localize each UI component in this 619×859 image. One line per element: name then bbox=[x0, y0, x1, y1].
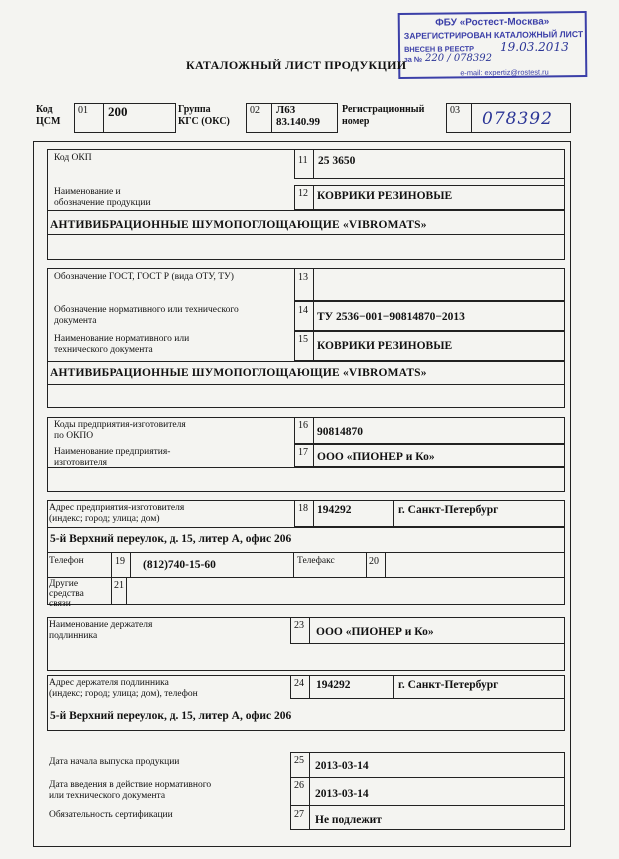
stamp-date-handwritten: 19.03.2013 bbox=[500, 40, 569, 54]
field-02-number: 02 bbox=[250, 105, 260, 116]
field-18-cont-top bbox=[47, 527, 565, 528]
field-01-number: 01 bbox=[78, 105, 88, 116]
reg-number-label: Регистрационный номер bbox=[342, 104, 425, 127]
holder-label: Наименование держателя подлинника bbox=[49, 620, 153, 641]
section-product-divider bbox=[47, 234, 565, 235]
stamp-entered: ВНЕСЕН В РЕЕСТР bbox=[403, 44, 475, 54]
field-11-number: 11 bbox=[298, 155, 308, 166]
phone-label: Телефон bbox=[49, 556, 84, 566]
field-15-cont-bottom bbox=[47, 384, 565, 385]
field-14-value: ТУ 2536−001−90814870−2013 bbox=[317, 311, 465, 323]
field-17-number: 17 bbox=[298, 447, 308, 458]
field-23-value: ООО «ПИОНЕР и Ко» bbox=[316, 626, 434, 638]
field-24-number: 24 bbox=[294, 678, 304, 689]
field-16-number: 16 bbox=[298, 420, 308, 431]
field-12-value: КОВРИКИ РЕЗИНОВЫЕ bbox=[317, 190, 453, 202]
field-14-number: 14 bbox=[298, 305, 308, 316]
start-date-label: Дата начала выпуска продукции bbox=[49, 757, 180, 767]
field-25-number: 25 bbox=[294, 755, 304, 766]
field-26-number: 26 bbox=[294, 780, 304, 791]
field-18-index: 194292 bbox=[317, 504, 352, 516]
stamp-email: e-mail: expertiz@rostest.ru bbox=[460, 67, 549, 78]
field-24-index: 194292 bbox=[316, 679, 351, 691]
stamp-org: ФБУ «Ростест-Москва» bbox=[435, 16, 550, 29]
field-15-cont-top bbox=[47, 361, 565, 362]
field-12-number: 12 bbox=[298, 188, 308, 199]
field-03-value-handwritten: 078392 bbox=[482, 109, 553, 129]
field-02-value: Л63 83.140.99 bbox=[276, 104, 320, 128]
field-19-number: 19 bbox=[115, 556, 125, 567]
field-11-value: 25 3650 bbox=[318, 155, 356, 167]
field-13-box bbox=[294, 268, 565, 301]
field-24-continuation: 5-й Верхний переулок, д. 15, литер А, офис 206 bbox=[50, 710, 292, 722]
stamp-reg-no-handwritten: 220 / 078392 bbox=[425, 53, 492, 64]
field-27-value: Не подлежит bbox=[315, 814, 382, 826]
field-24-split bbox=[393, 675, 394, 699]
field-01-value: 200 bbox=[108, 104, 128, 119]
holder-address-label: Адрес держателя подлинника (индекс; город; улица; дом), телефон bbox=[49, 678, 198, 699]
page-title: КАТАЛОЖНЫЙ ЛИСТ ПРОДУКЦИИ bbox=[186, 58, 407, 72]
stamp-registered: ЗАРЕГИСТРИРОВАН КАТАЛОЖНЫЙ ЛИСТ bbox=[403, 29, 584, 41]
certification-label: Обязательность сертификации bbox=[49, 810, 173, 820]
field-18-city: г. Санкт-Петербург bbox=[398, 504, 499, 516]
field-03-number: 03 bbox=[450, 105, 460, 116]
gost-label: Обозначение ГОСТ, ГОСТ Р (вида ОТУ, ТУ) bbox=[54, 272, 234, 282]
address-label: Адрес предприятия-изготовителя (индекс; город; улица; дом) bbox=[49, 503, 185, 524]
stamp-reg-no-label: за № bbox=[404, 54, 423, 64]
csm-label: Код ЦСМ bbox=[36, 104, 61, 127]
field-27-number: 27 bbox=[294, 809, 304, 820]
doc-label: Обозначение нормативного или технического документа bbox=[54, 305, 239, 326]
field-15-continuation: АНТИВИБРАЦИОННЫЕ ШУМОПОГЛОЩАЮЩИЕ «VIBROMATS» bbox=[50, 367, 427, 379]
okpo-label: Коды предприятия-изготовителя по ОКПО bbox=[54, 420, 186, 441]
field-15-value: КОВРИКИ РЕЗИНОВЫЕ bbox=[317, 340, 453, 352]
field-16-value: 90814870 bbox=[317, 426, 363, 438]
product-name-label: Наименование и обозначение продукции bbox=[54, 187, 151, 208]
field-17-cont-top bbox=[47, 467, 565, 468]
group-label: Группа КГС (ОКС) bbox=[178, 104, 230, 127]
okp-label: Код ОКП bbox=[54, 153, 92, 163]
field-21-number: 21 bbox=[114, 580, 124, 591]
field-25-value: 2013-03-14 bbox=[315, 760, 369, 772]
maker-label: Наименование предприятия- изготовителя bbox=[54, 447, 171, 468]
docname-label: Наименование нормативного или технического документа bbox=[54, 334, 190, 355]
field-18-continuation: 5-й Верхний переулок, д. 15, литер А, офис 206 bbox=[50, 533, 292, 545]
field-23-number: 23 bbox=[294, 620, 304, 631]
field-15-number: 15 bbox=[298, 334, 308, 345]
field-20-number: 20 bbox=[369, 556, 379, 567]
field-24-city: г. Санкт-Петербург bbox=[398, 679, 499, 691]
other-label: Другие средства связи bbox=[49, 579, 84, 609]
effective-date-label: Дата введения в действие нормативного или технического документа bbox=[49, 780, 212, 801]
dates-divider-1 bbox=[290, 777, 565, 778]
field-12-cont-top bbox=[47, 210, 565, 211]
field-18-number: 18 bbox=[298, 503, 308, 514]
field-26-value: 2013-03-14 bbox=[315, 788, 369, 800]
field-18-split bbox=[393, 500, 394, 527]
field-13-number: 13 bbox=[298, 272, 308, 283]
field-19-value: (812)740-15-60 bbox=[143, 559, 216, 571]
field-12-continuation: АНТИВИБРАЦИОННЫЕ ШУМОПОГЛОЩАЮЩИЕ «VIBROMATS» bbox=[50, 219, 427, 231]
field-17-value: ООО «ПИОНЕР и Ко» bbox=[317, 451, 435, 463]
dates-divider-2 bbox=[290, 805, 565, 806]
fax-label: Телефакс bbox=[297, 556, 335, 566]
